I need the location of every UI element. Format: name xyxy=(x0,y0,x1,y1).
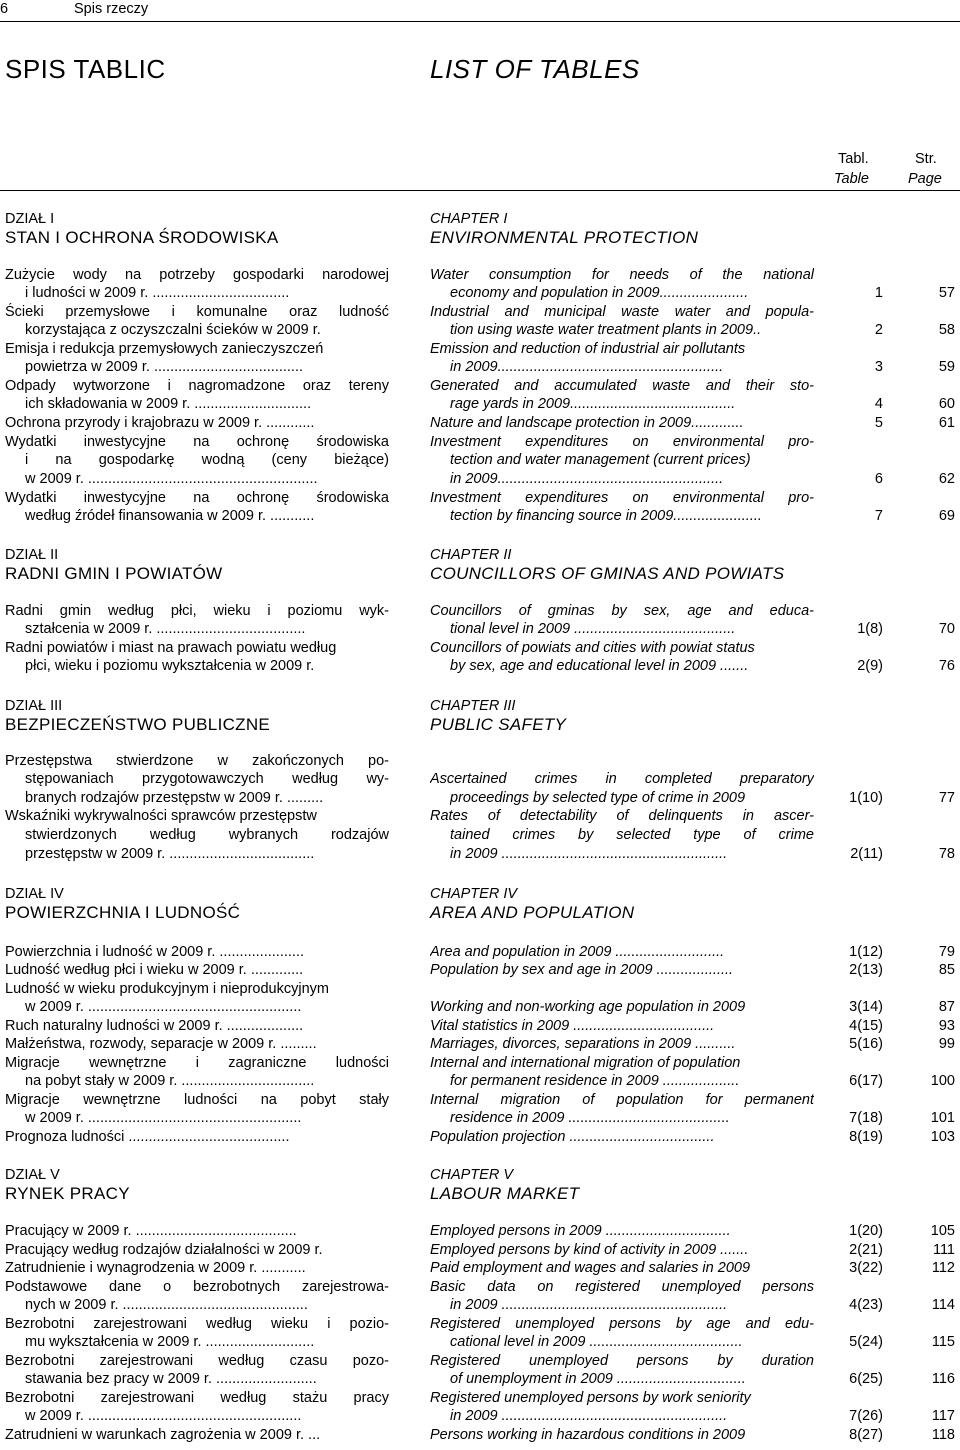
table-number: 7(18) xyxy=(849,1110,883,1126)
entry-line-pl: ształcenia w 2009 r. ..................................... xyxy=(25,621,306,637)
section-kicker-pl: DZIAŁ II xyxy=(5,547,59,563)
entry-line-en: tection and water management (current prices) xyxy=(450,452,751,468)
entry-line-pl: stwierdzonych według wybranych rodzajów xyxy=(25,827,389,843)
page-number-ref: 60 xyxy=(938,396,955,412)
section-title-en: AREA AND POPULATION xyxy=(430,903,635,922)
section-title-pl: RYNEK PRACY xyxy=(5,1184,130,1203)
entry-line-en: economy and population in 2009...................... xyxy=(450,285,749,301)
entry-line-pl: według źródeł finansowania w 2009 r. ........... xyxy=(25,508,315,524)
table-number: 3(22) xyxy=(849,1260,883,1276)
page-number-ref: 61 xyxy=(938,415,955,431)
section-title-pl: POWIERZCHNIA I LUDNOŚĆ xyxy=(5,903,241,922)
section-kicker-pl: DZIAŁ IV xyxy=(5,886,64,902)
entry-line-pl: nych w 2009 r. .............................................. xyxy=(25,1297,308,1313)
entry-line-pl: Małżeństwa, rozwody, separacje w 2009 r. ......... xyxy=(5,1036,317,1052)
section-title-en: COUNCILLORS OF GMINAS AND POWIATS xyxy=(430,564,785,583)
entry-line-en: Registered unemployed persons by duration xyxy=(430,1353,814,1369)
entry-line-en: in 2009........................................................ xyxy=(450,359,724,375)
column-header-str: Str. xyxy=(915,151,937,167)
section-title-pl: BEZPIECZEŃSTWO PUBLICZNE xyxy=(5,715,271,734)
entry-line-en: Industrial and municipal waste water and popula- xyxy=(430,304,814,320)
section-kicker-pl: DZIAŁ I xyxy=(5,211,55,227)
entry-line-pl: Ludność w wieku produkcyjnym i nieprodukcyjnym xyxy=(5,981,329,997)
page-number-ref: 87 xyxy=(938,999,955,1015)
entry-line-pl: Radni gmin według płci, wieku i poziomu wyk- xyxy=(5,603,389,619)
entry-line-pl: Ścieki przemysłowe i komunalne oraz ludność xyxy=(5,304,389,320)
entry-line-en: residence in 2009 ........................................ xyxy=(450,1110,730,1126)
page-number: 6 xyxy=(0,1,9,17)
entry-line-en: rage yards in 2009......................................... xyxy=(450,396,736,412)
entry-line-en: tional level in 2009 ........................................ xyxy=(450,621,736,637)
column-header-page: Page xyxy=(908,171,942,187)
entry-line-pl: w 2009 r. ..................................................... xyxy=(25,1110,302,1126)
table-number: 8(27) xyxy=(849,1427,883,1443)
entry-line-en: Employed persons by kind of activity in 2009 ....... xyxy=(430,1242,749,1258)
entry-line-pl: Wskaźniki wykrywalności sprawców przestępstw xyxy=(5,808,317,824)
header-rule xyxy=(0,21,960,22)
table-number: 3(14) xyxy=(849,999,883,1015)
page-number-ref: 70 xyxy=(938,621,955,637)
page-number-ref: 101 xyxy=(930,1110,955,1126)
section-title-en: PUBLIC SAFETY xyxy=(430,715,567,734)
page-number-ref: 76 xyxy=(938,658,955,674)
page-number-ref: 114 xyxy=(931,1297,955,1313)
entry-line-pl: Emisja i redukcja przemysłowych zanieczyszczeń xyxy=(5,341,324,357)
table-number: 1(10) xyxy=(849,790,883,806)
entry-line-en: in 2009........................................................ xyxy=(450,471,724,487)
page-number-ref: 69 xyxy=(938,508,955,524)
entry-line-pl: Prognoza ludności ........................................ xyxy=(5,1129,290,1145)
page-number-ref: 79 xyxy=(938,944,955,960)
entry-line-pl: mu wykształcenia w 2009 r. ........................... xyxy=(25,1334,315,1350)
entry-line-pl: Bezrobotni zarejestrowani według stażu pracy xyxy=(5,1390,389,1406)
entry-line-pl: Pracujący w 2009 r. ........................................ xyxy=(5,1223,297,1239)
entry-line-en: Population projection .................................... xyxy=(430,1129,715,1145)
entry-line-en: Registered unemployed persons by work seniority xyxy=(430,1390,751,1406)
table-number: 5 xyxy=(874,415,883,431)
entry-line-en: Population by sex and age in 2009 ................... xyxy=(430,962,734,978)
table-number: 6 xyxy=(874,471,883,487)
table-number: 6(25) xyxy=(849,1371,883,1387)
entry-line-en: Internal and international migration of population xyxy=(430,1055,741,1071)
entry-line-pl: branych rodzajów przestępstw w 2009 r. ......... xyxy=(25,790,324,806)
section-title-en: LABOUR MARKET xyxy=(430,1184,580,1203)
entry-line-pl: Radni powiatów i miast na prawach powiatu według xyxy=(5,640,337,656)
entry-line-en: in 2009 ........................................................ xyxy=(450,1297,728,1313)
table-number: 5(24) xyxy=(849,1334,883,1350)
entry-line-pl: Przestępstwa stwierdzone w zakończonych po- xyxy=(5,753,389,769)
table-number: 1(8) xyxy=(857,621,883,637)
section-kicker-en: CHAPTER II xyxy=(430,547,512,563)
entry-line-en: Employed persons in 2009 ............................... xyxy=(430,1223,731,1239)
page-number-ref: 103 xyxy=(930,1129,955,1145)
table-number: 7(26) xyxy=(849,1408,883,1424)
page-number-ref: 100 xyxy=(930,1073,955,1089)
section-title-en: ENVIRONMENTAL PROTECTION xyxy=(430,228,699,247)
entry-line-pl: stępowaniach przygotowawczych według wy- xyxy=(25,771,389,787)
page-number-ref: 77 xyxy=(938,790,955,806)
page-number-ref: 115 xyxy=(931,1334,955,1350)
entry-line-pl: Ochrona przyrody i krajobrazu w 2009 r. ............ xyxy=(5,415,315,431)
entry-line-en: Emission and reduction of industrial air pollutants xyxy=(430,341,746,357)
entry-line-pl: ich składowania w 2009 r. ............................. xyxy=(25,396,312,412)
section-title-pl: RADNI GMIN I POWIATÓW xyxy=(5,564,223,583)
page-number-ref: 111 xyxy=(932,1242,955,1258)
entry-line-en: by sex, age and educational level in 2009 ....... xyxy=(450,658,749,674)
page-title-en: LIST OF TABLES xyxy=(430,54,640,84)
page-number-ref: 85 xyxy=(938,962,955,978)
table-number: 5(16) xyxy=(849,1036,883,1052)
entry-line-pl: Bezrobotni zarejestrowani według wieku i pozio- xyxy=(5,1316,389,1332)
entry-line-pl: Ludność według płci i wieku w 2009 r. ............. xyxy=(5,962,304,978)
entry-line-en: Councillors of powiats and cities with powiat status xyxy=(430,640,755,656)
entry-line-en: cational level in 2009 ...................................... xyxy=(450,1334,743,1350)
entry-line-pl: Wydatki inwestycyjne na ochronę środowiska xyxy=(5,434,389,450)
table-number: 2(11) xyxy=(850,846,883,862)
entry-line-pl: Bezrobotni zarejestrowani według czasu pozo- xyxy=(5,1353,389,1369)
entry-line-en: tection by financing source in 2009...................... xyxy=(450,508,762,524)
page-title-pl: SPIS TABLIC xyxy=(5,54,166,84)
entry-line-en: of unemployment in 2009 ................................ xyxy=(450,1371,746,1387)
entry-line-en: Persons working in hazardous conditions in 2009 xyxy=(430,1427,746,1443)
entry-line-pl: Ruch naturalny ludności w 2009 r. ................... xyxy=(5,1018,304,1034)
section-kicker-en: CHAPTER V xyxy=(430,1167,513,1183)
entry-line-en: Investment expenditures on environmental pro- xyxy=(430,490,814,506)
entry-line-en: Water consumption for needs of the national xyxy=(430,267,814,283)
entry-line-pl: przestępstw w 2009 r. .................................... xyxy=(25,846,315,862)
section-kicker-pl: DZIAŁ V xyxy=(5,1167,60,1183)
page-number-ref: 105 xyxy=(930,1223,955,1239)
page-number-ref: 117 xyxy=(931,1408,955,1424)
table-number: 4(15) xyxy=(849,1018,883,1034)
page-number-ref: 116 xyxy=(931,1371,955,1387)
section-kicker-en: CHAPTER I xyxy=(430,211,508,227)
section-kicker-pl: DZIAŁ III xyxy=(5,698,63,714)
entry-line-pl: Podstawowe dane o bezrobotnych zarejestrowa- xyxy=(5,1279,389,1295)
column-header-table: Table xyxy=(834,171,869,187)
table-number: 6(17) xyxy=(849,1073,883,1089)
entry-line-pl: korzystająca z oczyszczalni ścieków w 2009 r. xyxy=(25,322,321,338)
running-title: Spis rzeczy xyxy=(74,1,149,17)
page-number-ref: 59 xyxy=(938,359,955,375)
page-number-ref: 93 xyxy=(938,1018,955,1034)
entry-line-en: Councillors of gminas by sex, age and educa- xyxy=(430,603,814,619)
page-number-ref: 57 xyxy=(938,285,955,301)
entry-line-pl: Zatrudnieni w warunkach zagrożenia w 2009 r. ... xyxy=(5,1427,321,1443)
table-number: 7 xyxy=(874,508,883,524)
section-kicker-en: CHAPTER IV xyxy=(430,886,518,902)
entry-line-en: tion using waste water treatment plants in 2009.. xyxy=(450,322,762,338)
entry-line-pl: w 2009 r. ......................................................... xyxy=(25,471,318,487)
table-number: 2 xyxy=(874,322,883,338)
table-number: 2(21) xyxy=(849,1242,883,1258)
section-title-pl: STAN I OCHRONA ŚRODOWISKA xyxy=(5,228,279,247)
entry-line-pl: w 2009 r. ..................................................... xyxy=(25,999,302,1015)
entry-line-en: Investment expenditures on environmental pro- xyxy=(430,434,814,450)
entry-line-en: Marriages, divorces, separations in 2009 .......... xyxy=(430,1036,736,1052)
entry-line-en: proceedings by selected type of crime in 2009 xyxy=(450,790,746,806)
page-number-ref: 118 xyxy=(931,1427,955,1443)
entry-line-en: Nature and landscape protection in 2009............. xyxy=(430,415,744,431)
entry-line-en: Area and population in 2009 ........................... xyxy=(430,944,725,960)
table-number: 8(19) xyxy=(849,1129,883,1145)
entry-line-pl: Powierzchnia i ludność w 2009 r. ..................... xyxy=(5,944,304,960)
entry-line-en: Basic data on registered unemployed persons xyxy=(430,1279,814,1295)
table-number: 2(9) xyxy=(857,658,883,674)
entry-line-pl: powietrza w 2009 r. ..................................... xyxy=(25,359,304,375)
entry-line-pl: w 2009 r. ..................................................... xyxy=(25,1408,302,1424)
entry-line-en: Generated and accumulated waste and their sto- xyxy=(430,378,814,394)
column-header-tabl: Tabl. xyxy=(838,151,869,167)
page-number-ref: 99 xyxy=(938,1036,955,1052)
entry-line-en: Registered unemployed persons by age and edu- xyxy=(430,1316,814,1332)
entry-line-en: Paid employment and wages and salaries in 2009 xyxy=(430,1260,751,1276)
page-number-ref: 112 xyxy=(931,1260,955,1276)
entry-line-pl: na pobyt stały w 2009 r. ................................. xyxy=(25,1073,315,1089)
entry-line-pl: stawania bez pracy w 2009 r. ......................... xyxy=(25,1371,317,1387)
page-number-ref: 58 xyxy=(938,322,955,338)
entry-line-en: Working and non-working age population in 2009 xyxy=(430,999,746,1015)
table-number: 4 xyxy=(874,396,883,412)
entry-line-pl: i na gospodarkę wodną (ceny bieżące) xyxy=(25,452,389,468)
table-number: 1 xyxy=(874,285,883,301)
entry-line-pl: płci, wieku i poziomu wykształcenia w 2009 r. xyxy=(25,658,315,674)
entry-line-pl: Zużycie wody na potrzeby gospodarki narodowej xyxy=(5,267,389,283)
entry-line-pl: Zatrudnienie i wynagrodzenia w 2009 r. ........... xyxy=(5,1260,306,1276)
page-number-ref: 78 xyxy=(938,846,955,862)
table-number: 2(13) xyxy=(849,962,883,978)
entry-line-en: for permanent residence in 2009 ................... xyxy=(450,1073,740,1089)
entry-line-en: in 2009 ........................................................ xyxy=(450,846,728,862)
entry-line-pl: Pracujący według rodzajów działalności w 2009 r. xyxy=(5,1242,323,1258)
entry-line-pl: Migracje wewnętrzne i zagraniczne ludności xyxy=(5,1055,389,1071)
entry-line-en: Rates of detectability of delinquents in ascer- xyxy=(430,808,814,824)
entry-line-en: Ascertained crimes in completed preparatory xyxy=(430,771,814,787)
column-header-rule xyxy=(0,190,960,191)
entry-line-en: Internal migration of population for permanent xyxy=(430,1092,814,1108)
entry-line-en: tained crimes by selected type of crime xyxy=(450,827,814,843)
entry-line-pl: i ludności w 2009 r. .................................. xyxy=(25,285,290,301)
table-number: 1(20) xyxy=(849,1223,883,1239)
entry-line-pl: Migracje wewnętrzne ludności na pobyt stały xyxy=(5,1092,389,1108)
table-number: 3 xyxy=(874,359,883,375)
section-kicker-en: CHAPTER III xyxy=(430,698,516,714)
table-number: 4(23) xyxy=(849,1297,883,1313)
entry-line-en: Vital statistics in 2009 ................................... xyxy=(430,1018,715,1034)
entry-line-pl: Odpady wytworzone i nagromadzone oraz tereny xyxy=(5,378,389,394)
table-number: 1(12) xyxy=(849,944,883,960)
entry-line-pl: Wydatki inwestycyjne na ochronę środowiska xyxy=(5,490,389,506)
page-number-ref: 62 xyxy=(938,471,955,487)
entry-line-en: in 2009 ........................................................ xyxy=(450,1408,728,1424)
